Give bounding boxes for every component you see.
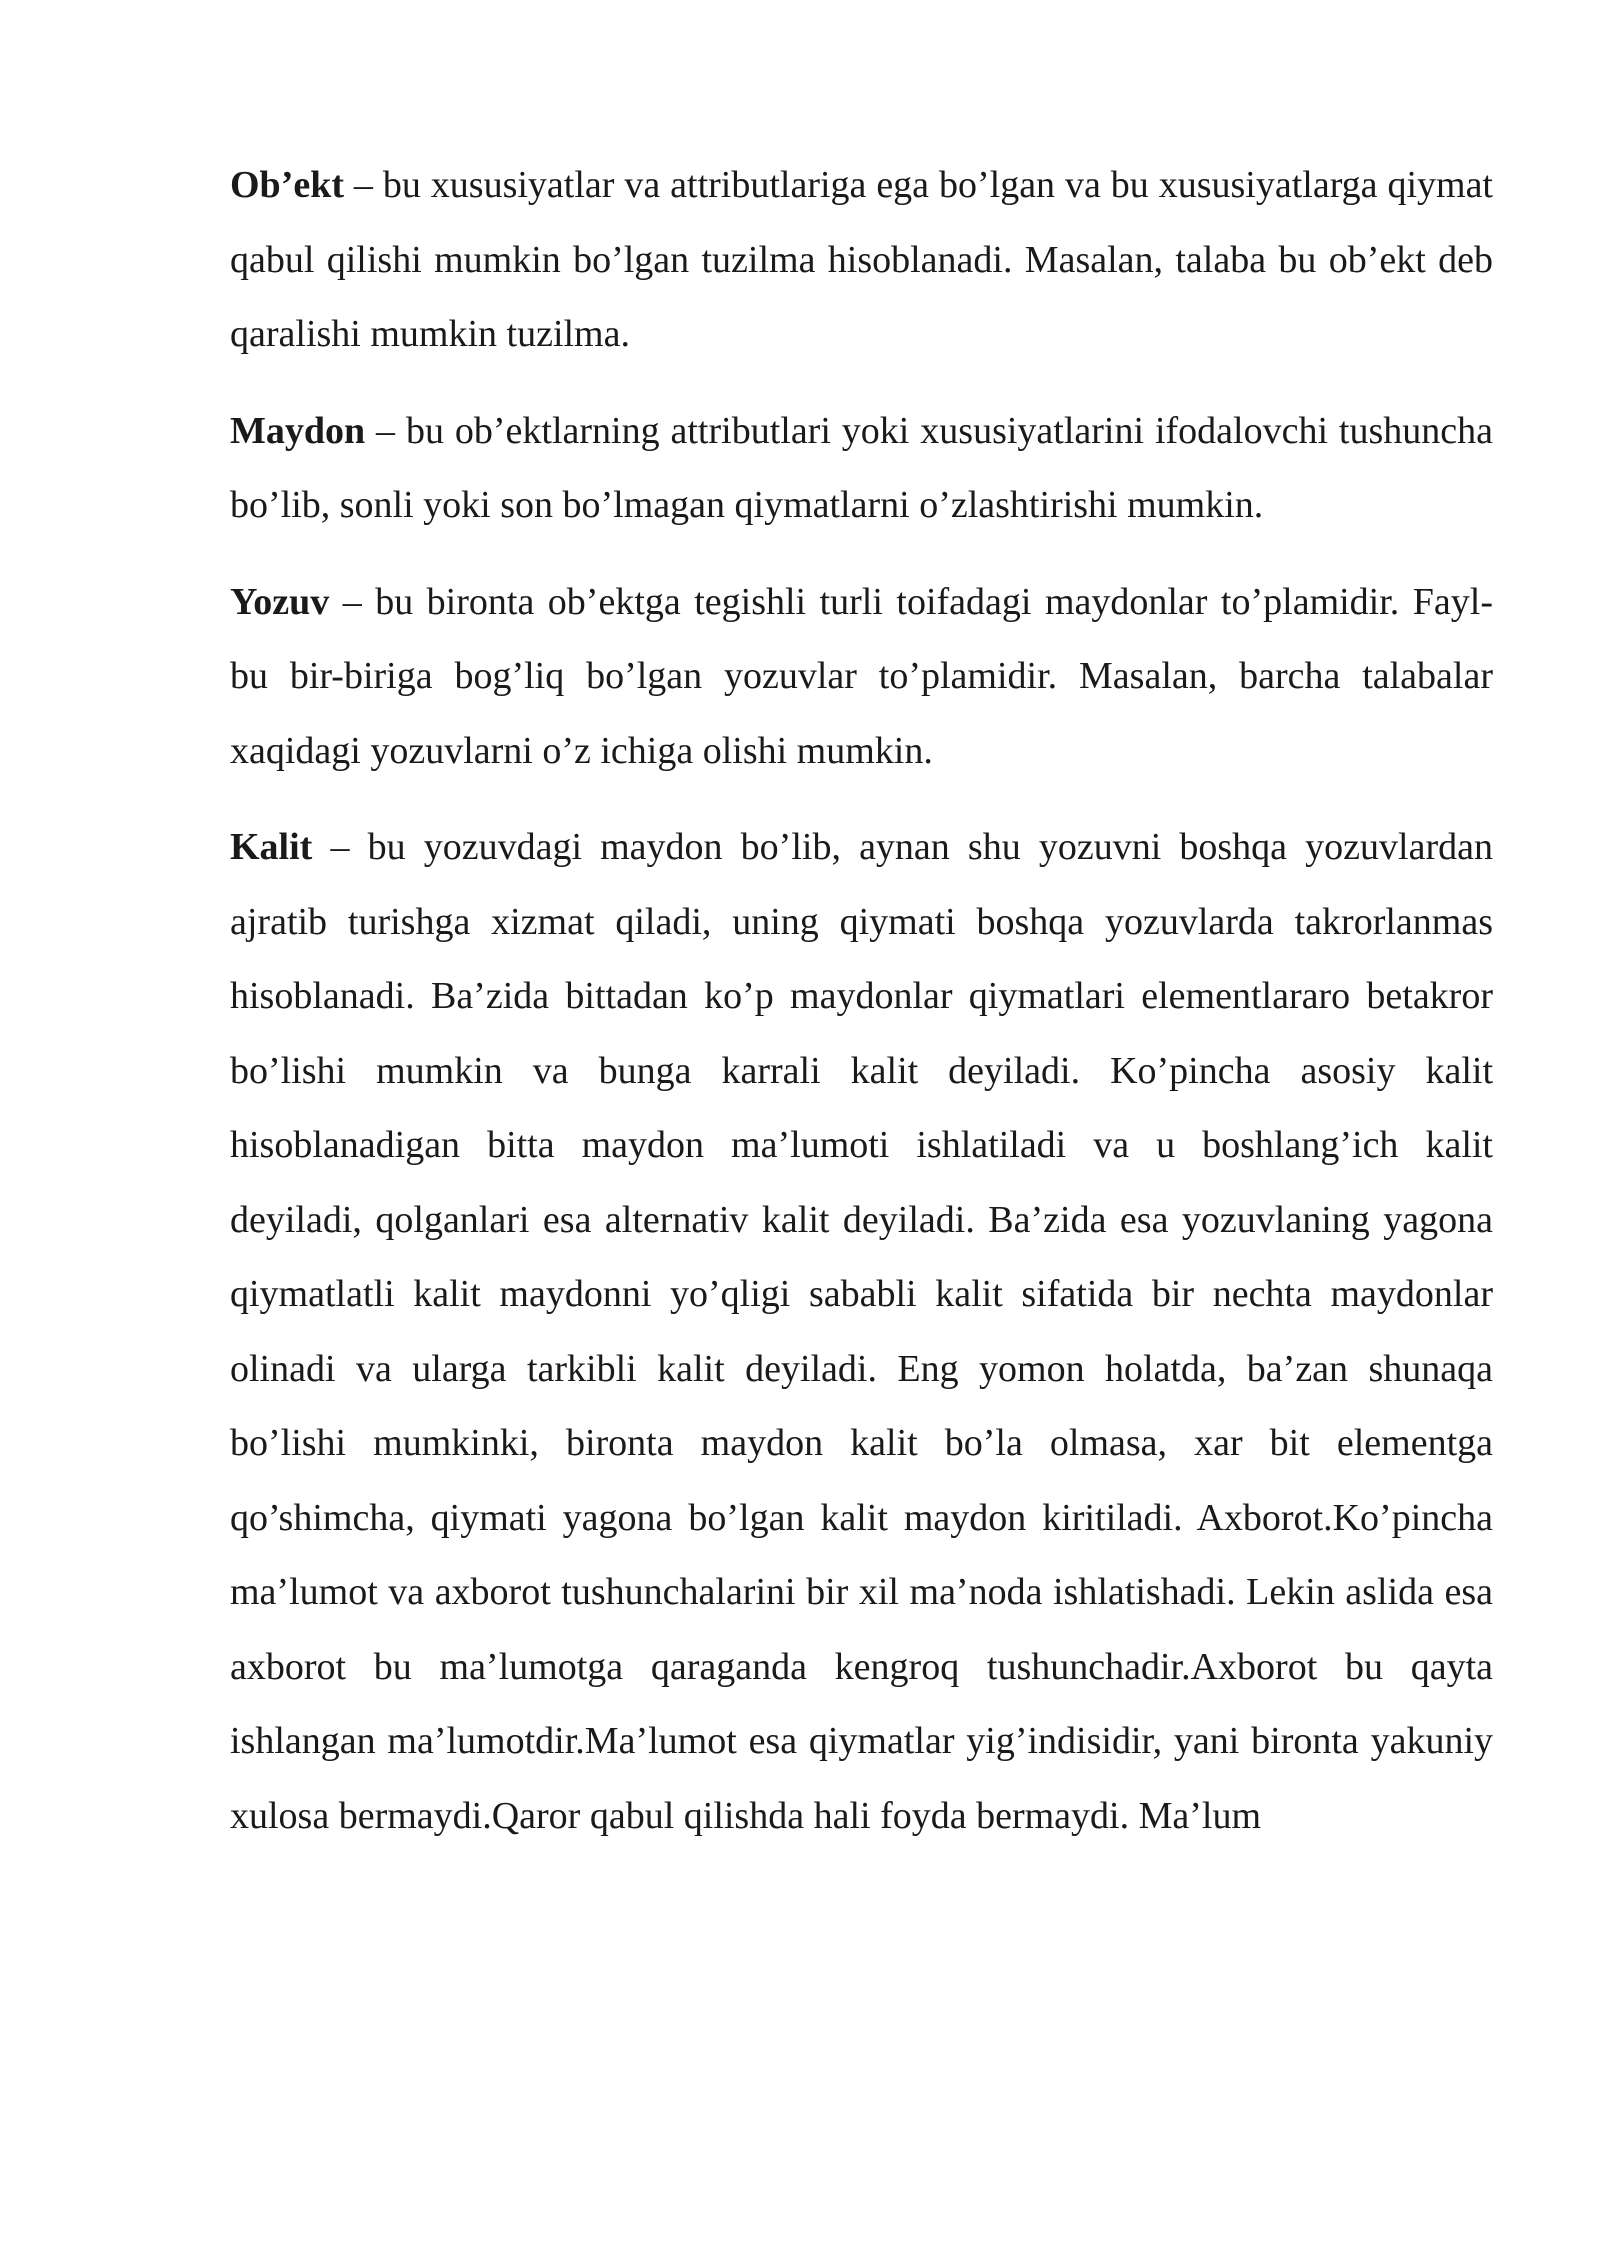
document-page [230, 148, 1493, 1875]
term-yozuv: Yozuv [230, 580, 330, 623]
paragraph-obekt [230, 148, 1493, 372]
term-maydon: Maydon [230, 409, 366, 452]
term-kalit: Kalit [230, 826, 313, 868]
paragraph-yozuv [230, 565, 1493, 789]
term-obekt: Ob’ekt [230, 164, 344, 206]
definition-maydon: – bu ob’ektlarning attributlari yoki xususiyatlarini ifodalovchi tushuncha bo’lib, sonli yoki son bo’lmagan qiymatlarni o’zlashtirishi mumkin. [230, 409, 1493, 526]
definition-obekt: – bu xususiyatlar va attributlariga ega bo’lgan va bu xususiyatlarga qiymat qabul qilishi mumkin bo’lgan tuzilma hisoblanadi. Masalan, talaba bu ob’ekt deb qaralishi mumkin tuzilma. [230, 164, 1493, 355]
paragraph-kalit [230, 810, 1493, 1853]
paragraph-maydon [230, 394, 1493, 543]
definition-yozuv: – bu bironta ob’ektga tegishli turli toifadagi maydonlar to’plamidir. Fayl- bu bir-biriga bog’liq bo’lgan yozuvlar to’plamidir. Masalan, barcha talabalar xaqidagi yozuvlarni o’z ichiga olishi mumkin. [230, 580, 1493, 772]
definition-kalit: – bu yozuvdagi maydon bo’lib, aynan shu yozuvni boshqa yozuvlardan ajratib turishga xizmat qiladi, uning qiymati boshqa yozuvlarda takrorlanmas hisoblanadi. Ba’zida bittadan ko’p maydonlar qiymatlari elementlararo betakror bo’lishi mumkin va bunga karrali kalit deyiladi. Ko’pincha asosiy kalit hisoblanadigan bitta maydon ma’lumoti ishlatiladi va u boshlang’ich kalit deyiladi, qolganlari esa alternativ kalit deyiladi. Ba’zida esa yozuvlaning yagona qiymatlatli kalit maydonni yo’qligi sababli kalit sifatida bir nechta maydonlar olinadi va ularga tarkibli kalit deyiladi. Eng yomon holatda, ba’zan shunaqa bo’lishi mumkinki, bironta maydon kalit bo’la olmasa, xar bit elementga qo’shimcha, qiymati yagona bo’lgan kalit maydon kiritiladi. Axborot.Ko’pincha ma’lumot va axborot tushunchalarini bir xil ma’noda ishlatishadi. Lekin aslida esa axborot bu ma’lumotga qaraganda kengroq tushunchadir.Axborot bu qayta ishlangan ma’lumotdir.Ma’lumot esa qiymatlar yig’indisidir, yani bironta yakuniy xulosa bermaydi.Qaror qabul qilishda hali foyda bermaydi. Ma’lum [230, 826, 1493, 1837]
